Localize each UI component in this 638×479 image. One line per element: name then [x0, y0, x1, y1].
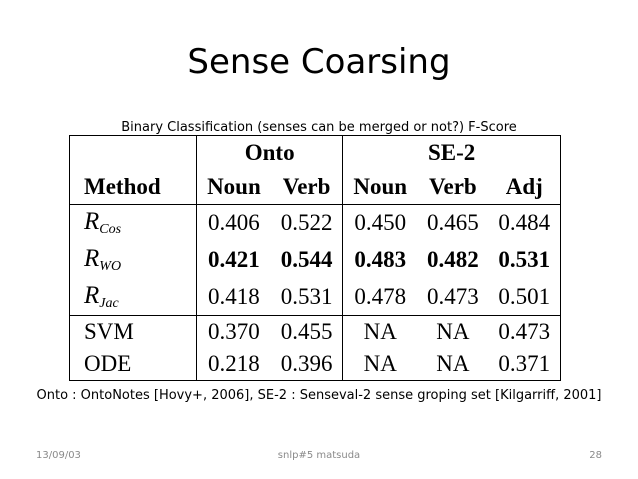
value-cell: 0.483 [354, 247, 407, 273]
method-symbol: R [84, 208, 100, 236]
value-cell: 0.218 [208, 351, 260, 377]
value-cell: NA [363, 351, 397, 377]
table-row [70, 348, 560, 380]
method-cell: SVM [70, 316, 197, 348]
method-cell [70, 278, 197, 315]
column-header-se2-adj: Adj [489, 170, 560, 205]
results-table-container [69, 135, 561, 381]
method-cell [70, 242, 197, 279]
value-cell: 0.370 [208, 319, 260, 345]
value-cell: 0.482 [426, 247, 479, 273]
method-symbol: R [84, 281, 100, 309]
column-header-se2-verb: Verb [417, 170, 488, 205]
value-cell: NA [436, 319, 470, 345]
value-cell: 0.544 [271, 242, 343, 279]
slide-title: Sense Coarsing [187, 42, 451, 82]
footer-date: 13/09/03 [36, 450, 81, 461]
value-cell: 0.473 [498, 319, 551, 345]
method-subscript: Jac [99, 295, 119, 311]
value-cell: 0.371 [498, 351, 551, 377]
column-header-method: Method [70, 170, 197, 205]
results-table [70, 136, 560, 380]
footer-page-number: 28 [589, 450, 602, 461]
table-row [70, 278, 560, 315]
method-cell [70, 205, 197, 242]
value-cell: 0.484 [498, 210, 551, 236]
method-cell: ODE [70, 348, 197, 380]
value-cell: 0.406 [208, 210, 260, 236]
footer-author: snlp#5 matsuda [277, 450, 361, 461]
column-header-row [70, 170, 560, 205]
table-caption: Onto : OntoNotes [Hovy+, 2006], SE-2 : Senseval-2 sense groping set [Kilgarriff, 2001] [36, 388, 602, 403]
value-cell: 0.396 [271, 348, 343, 380]
value-cell: 0.473 [417, 278, 488, 315]
value-cell: 0.421 [208, 247, 260, 273]
value-cell: 0.450 [354, 210, 407, 236]
method-subscript: Cos [99, 222, 122, 238]
value-cell: 0.455 [271, 316, 343, 348]
group-header-onto: Onto [197, 136, 343, 170]
value-cell: 0.522 [271, 205, 343, 242]
value-cell: NA [363, 319, 397, 345]
value-cell: NA [436, 351, 470, 377]
value-cell: 0.531 [271, 278, 343, 315]
column-header-onto-verb: Verb [271, 170, 343, 205]
method-symbol: R [84, 245, 100, 273]
group-header-se2: SE-2 [428, 140, 476, 165]
table-row [70, 316, 560, 348]
table-subtitle: Binary Classification (senses can be merged or not?) F-Score [121, 120, 517, 135]
table-row [70, 242, 560, 279]
empty-corner-cell [70, 136, 197, 170]
value-cell: 0.531 [498, 247, 551, 273]
method-subscript: WO [99, 259, 122, 275]
value-cell: 0.478 [343, 278, 417, 315]
group-header-row [70, 136, 560, 170]
column-header-onto-noun: Noun [197, 170, 271, 205]
value-cell: 0.465 [426, 210, 479, 236]
value-cell: 0.501 [489, 278, 560, 315]
table-row [70, 205, 560, 242]
value-cell: 0.418 [197, 278, 271, 315]
column-header-se2-noun: Noun [343, 170, 417, 205]
